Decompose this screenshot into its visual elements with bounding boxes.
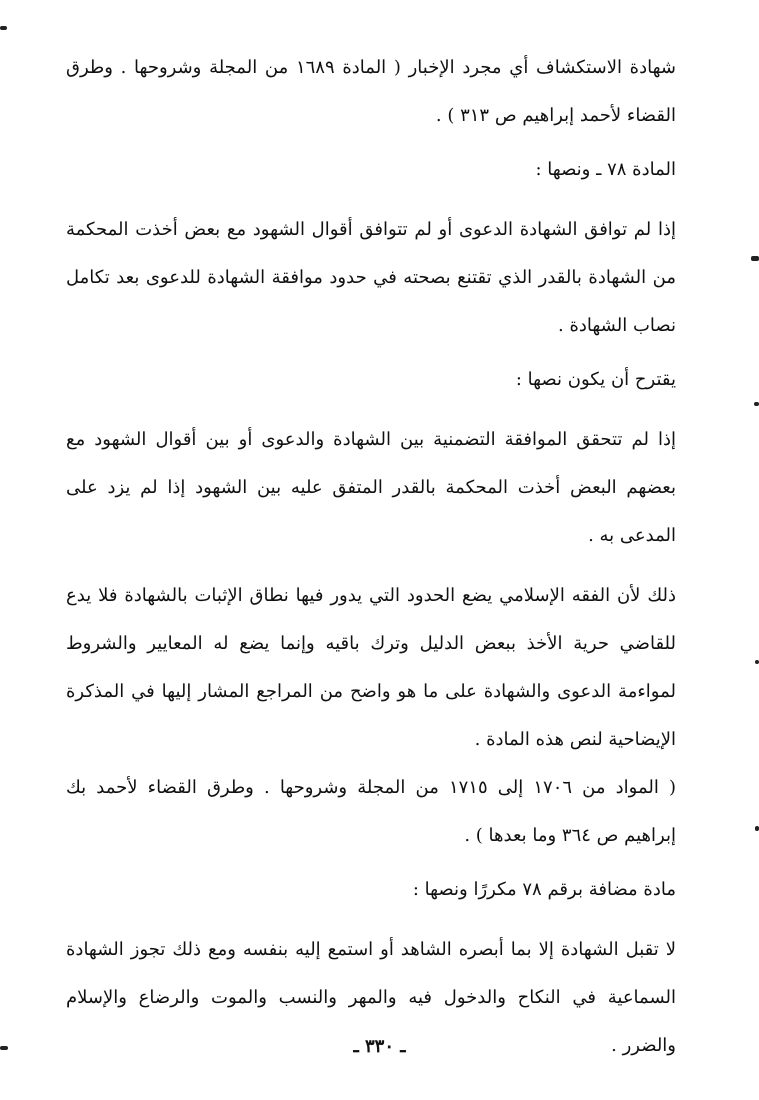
article-78-heading: المادة ٧٨ ـ ونصها : bbox=[535, 159, 676, 180]
right-edge-mark bbox=[754, 402, 759, 406]
page-number: ـ ٣٣٠ ـ bbox=[353, 1036, 406, 1057]
right-edge-mark bbox=[755, 660, 759, 664]
article-78-bis-text: لا تقبل الشهادة إلا بما أبصره الشاهد أو استمع إليه بنفسه ومع ذلك تجوز الشهادة السماعية في النكاح والدخول فيه والمهر والنسب والموت والرضاع والإسلام والضرر . bbox=[66, 939, 676, 1056]
proposed-text: إذا لم تتحقق الموافقة التضمنية بين الشهادة والدعوى أو بين أقوال الشهود مع بعضهم البعض أخذت المحكمة بالقدر المتفق عليه بين الشهود إذا لم يزد على المدعى به . bbox=[66, 429, 676, 546]
page-body bbox=[66, 44, 676, 1070]
proposed-text-heading: يقترح أن يكون نصها : bbox=[515, 369, 676, 390]
article-78-bis-heading: مادة مضافة برقم ٧٨ مكررًا ونصها : bbox=[412, 879, 676, 900]
left-edge-mark bbox=[0, 1046, 8, 1050]
right-edge-mark bbox=[755, 826, 759, 831]
paragraph-reference-1706: ( المواد من ١٧٠٦ إلى ١٧١٥ من المجلة وشروحها . وطرق القضاء لأحمد بك إبراهيم ص ٣٦٤ وما بعدها ) . bbox=[66, 777, 676, 846]
right-edge-mark bbox=[751, 256, 759, 261]
left-edge-mark bbox=[0, 26, 7, 30]
article-78-text: إذا لم توافق الشهادة الدعوى أو لم تتوافق أقوال الشهود مع بعض أخذت المحكمة من الشهادة بالقدر الذي تقتنع بصحته في حدود موافقة الشهادة للدعوى بعد تكامل نصاب الشهادة . bbox=[66, 219, 676, 336]
justification-paragraph: ذلك لأن الفقه الإسلامي يضع الحدود التي يدور فيها نطاق الإثبات بالشهادة فلا يدع للقاضي حرية الأخذ ببعض الدليل وترك باقيه وإنما يضع له المعايير والشروط لمواءمة الدعوى والشهادة على ما هو واضح من المراجع المشار إليها في المذكرة الإيضاحية لنص هذه المادة . bbox=[66, 585, 676, 750]
paragraph-reference-1689: شهادة الاستكشاف أي مجرد الإخبار ( المادة ١٦٨٩ من المجلة وشروحها . وطرق القضاء لأحمد إبراهيم ص ٣١٣ ) . bbox=[66, 57, 676, 126]
